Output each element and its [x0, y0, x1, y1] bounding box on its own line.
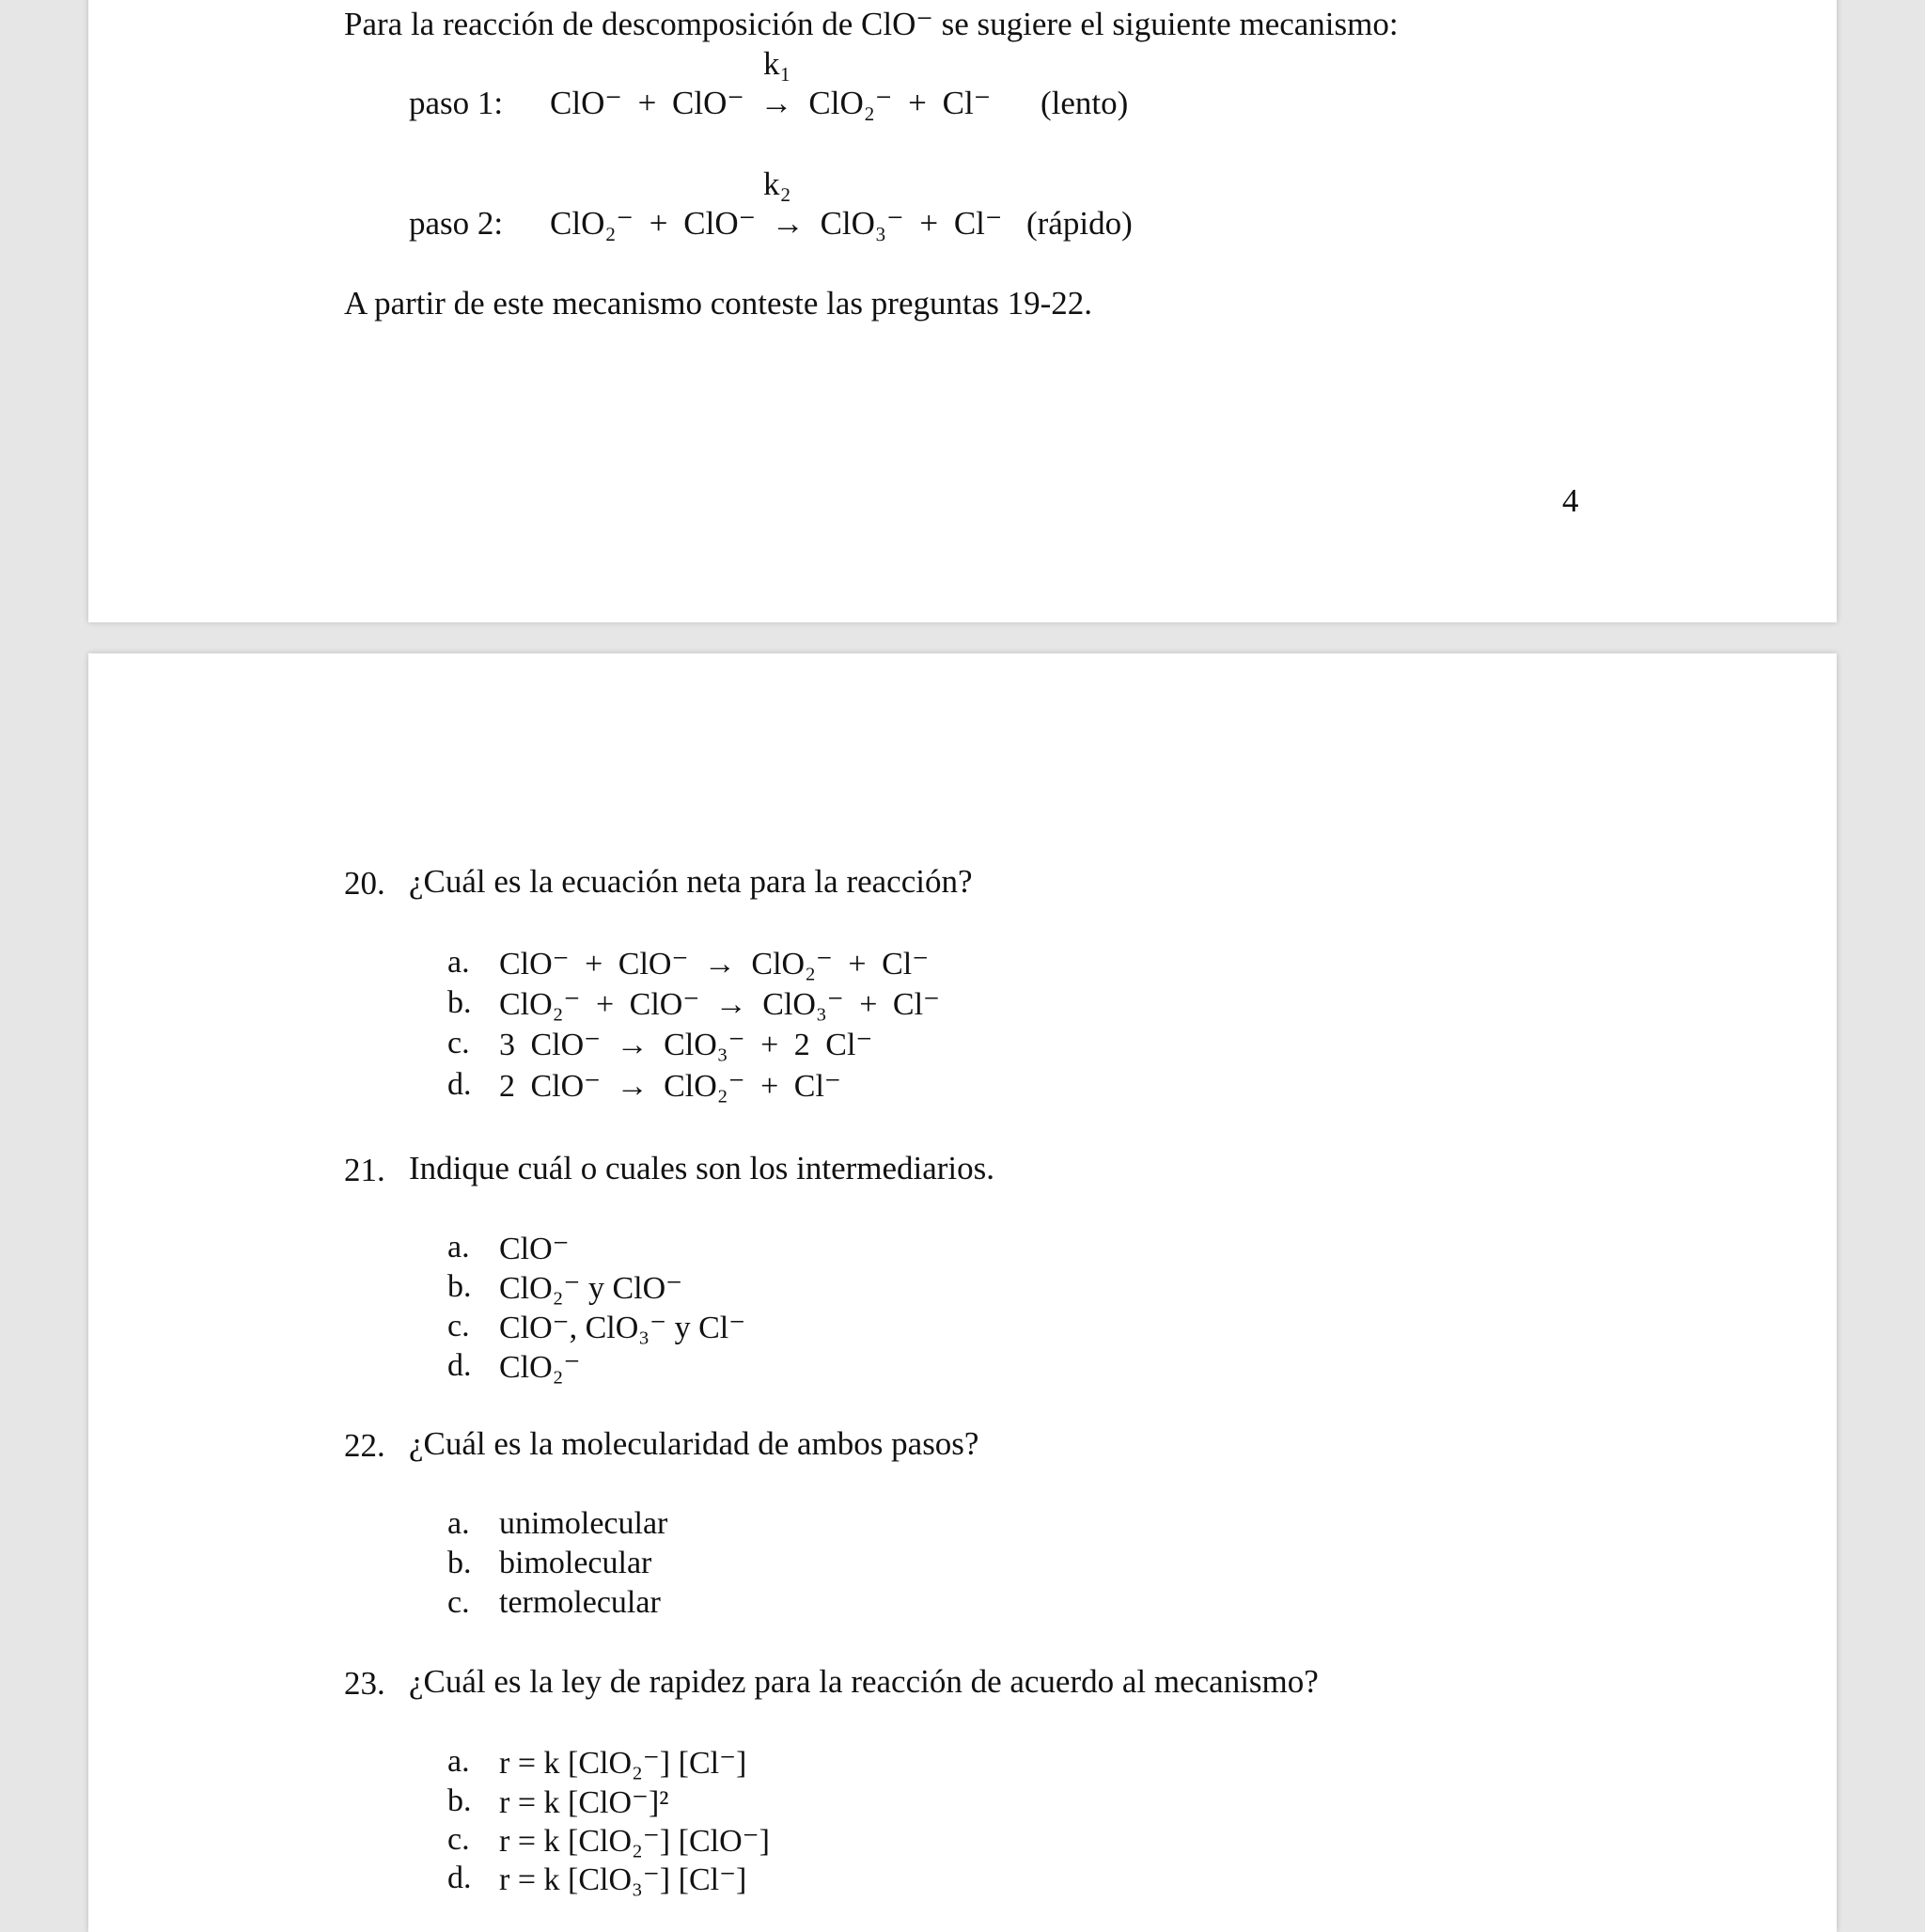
step2-rate-constant: k₂ [763, 165, 791, 202]
option-text: bimolecular [499, 1546, 652, 1580]
option-text: r = k [ClO₃⁻] [Cl⁻] [499, 1862, 747, 1897]
option-letter: d. [447, 1348, 472, 1383]
page-number: 4 [1562, 482, 1579, 519]
instruction-text: A partir de este mecanismo conteste las preguntas 19-22. [344, 285, 1093, 322]
option-text: ClO⁻ [499, 1232, 570, 1266]
option-letter: a. [447, 1506, 470, 1541]
option-text: r = k [ClO₂⁻] [ClO⁻] [499, 1824, 770, 1859]
step1-rate-constant: k₁ [763, 45, 791, 82]
option-text: ClO⁻ + ClO⁻ → ClO₂⁻ + Cl⁻ [499, 947, 930, 982]
option-letter: c. [447, 1309, 470, 1343]
question-number: 22. [344, 1427, 385, 1464]
option-text: unimolecular [499, 1506, 668, 1541]
question-number: 23. [344, 1665, 385, 1702]
step2-equation: ClO₂⁻ + ClO⁻ → ClO₃⁻ + Cl⁻ [550, 205, 1003, 242]
question-number: 21. [344, 1152, 385, 1188]
question-number: 20. [344, 865, 385, 902]
option-text: ClO₂⁻ y ClO⁻ [499, 1271, 683, 1306]
document-page-4 [88, 0, 1837, 622]
option-text: 2 ClO⁻ → ClO₂⁻ + Cl⁻ [499, 1069, 841, 1104]
option-text: ClO₂⁻ + ClO⁻ → ClO₃⁻ + Cl⁻ [499, 987, 940, 1022]
option-letter: a. [447, 1230, 470, 1264]
question-text: Indique cuál o cuales son los intermediarios. [409, 1150, 995, 1186]
document-page-5 [88, 653, 1837, 1932]
option-letter: c. [447, 1822, 470, 1857]
option-text: 3 ClO⁻ → ClO₃⁻ + 2 Cl⁻ [499, 1028, 873, 1062]
step1-speed: (lento) [1041, 85, 1129, 121]
option-text: termolecular [499, 1585, 661, 1620]
step1-equation: ClO⁻ + ClO⁻ → ClO₂⁻ + Cl⁻ [550, 85, 992, 121]
option-letter: b. [447, 985, 472, 1020]
option-letter: c. [447, 1585, 470, 1620]
option-letter: d. [447, 1067, 472, 1102]
option-text: ClO₂⁻ [499, 1350, 581, 1385]
step2-label: paso 2: [409, 205, 504, 242]
option-letter: d. [447, 1861, 472, 1895]
step1-label: paso 1: [409, 85, 504, 121]
option-letter: c. [447, 1026, 470, 1060]
option-letter: a. [447, 945, 470, 980]
option-text: r = k [ClO₂⁻] [Cl⁻] [499, 1746, 747, 1781]
intro-text: Para la reacción de descomposición de ClO⁻ se sugiere el siguiente mecanismo: [344, 6, 1399, 42]
option-text: r = k [ClO⁻]² [499, 1785, 669, 1820]
question-text: ¿Cuál es la ecuación neta para la reacción? [409, 863, 973, 900]
option-letter: b. [447, 1546, 472, 1580]
step2-speed: (rápido) [1026, 205, 1133, 242]
question-text: ¿Cuál es la molecularidad de ambos pasos? [409, 1425, 979, 1462]
question-text: ¿Cuál es la ley de rapidez para la reacción de acuerdo al mecanismo? [409, 1663, 1319, 1700]
option-letter: a. [447, 1744, 470, 1779]
option-letter: b. [447, 1269, 472, 1304]
option-letter: b. [447, 1783, 472, 1818]
option-text: ClO⁻, ClO₃⁻ y Cl⁻ [499, 1311, 746, 1345]
